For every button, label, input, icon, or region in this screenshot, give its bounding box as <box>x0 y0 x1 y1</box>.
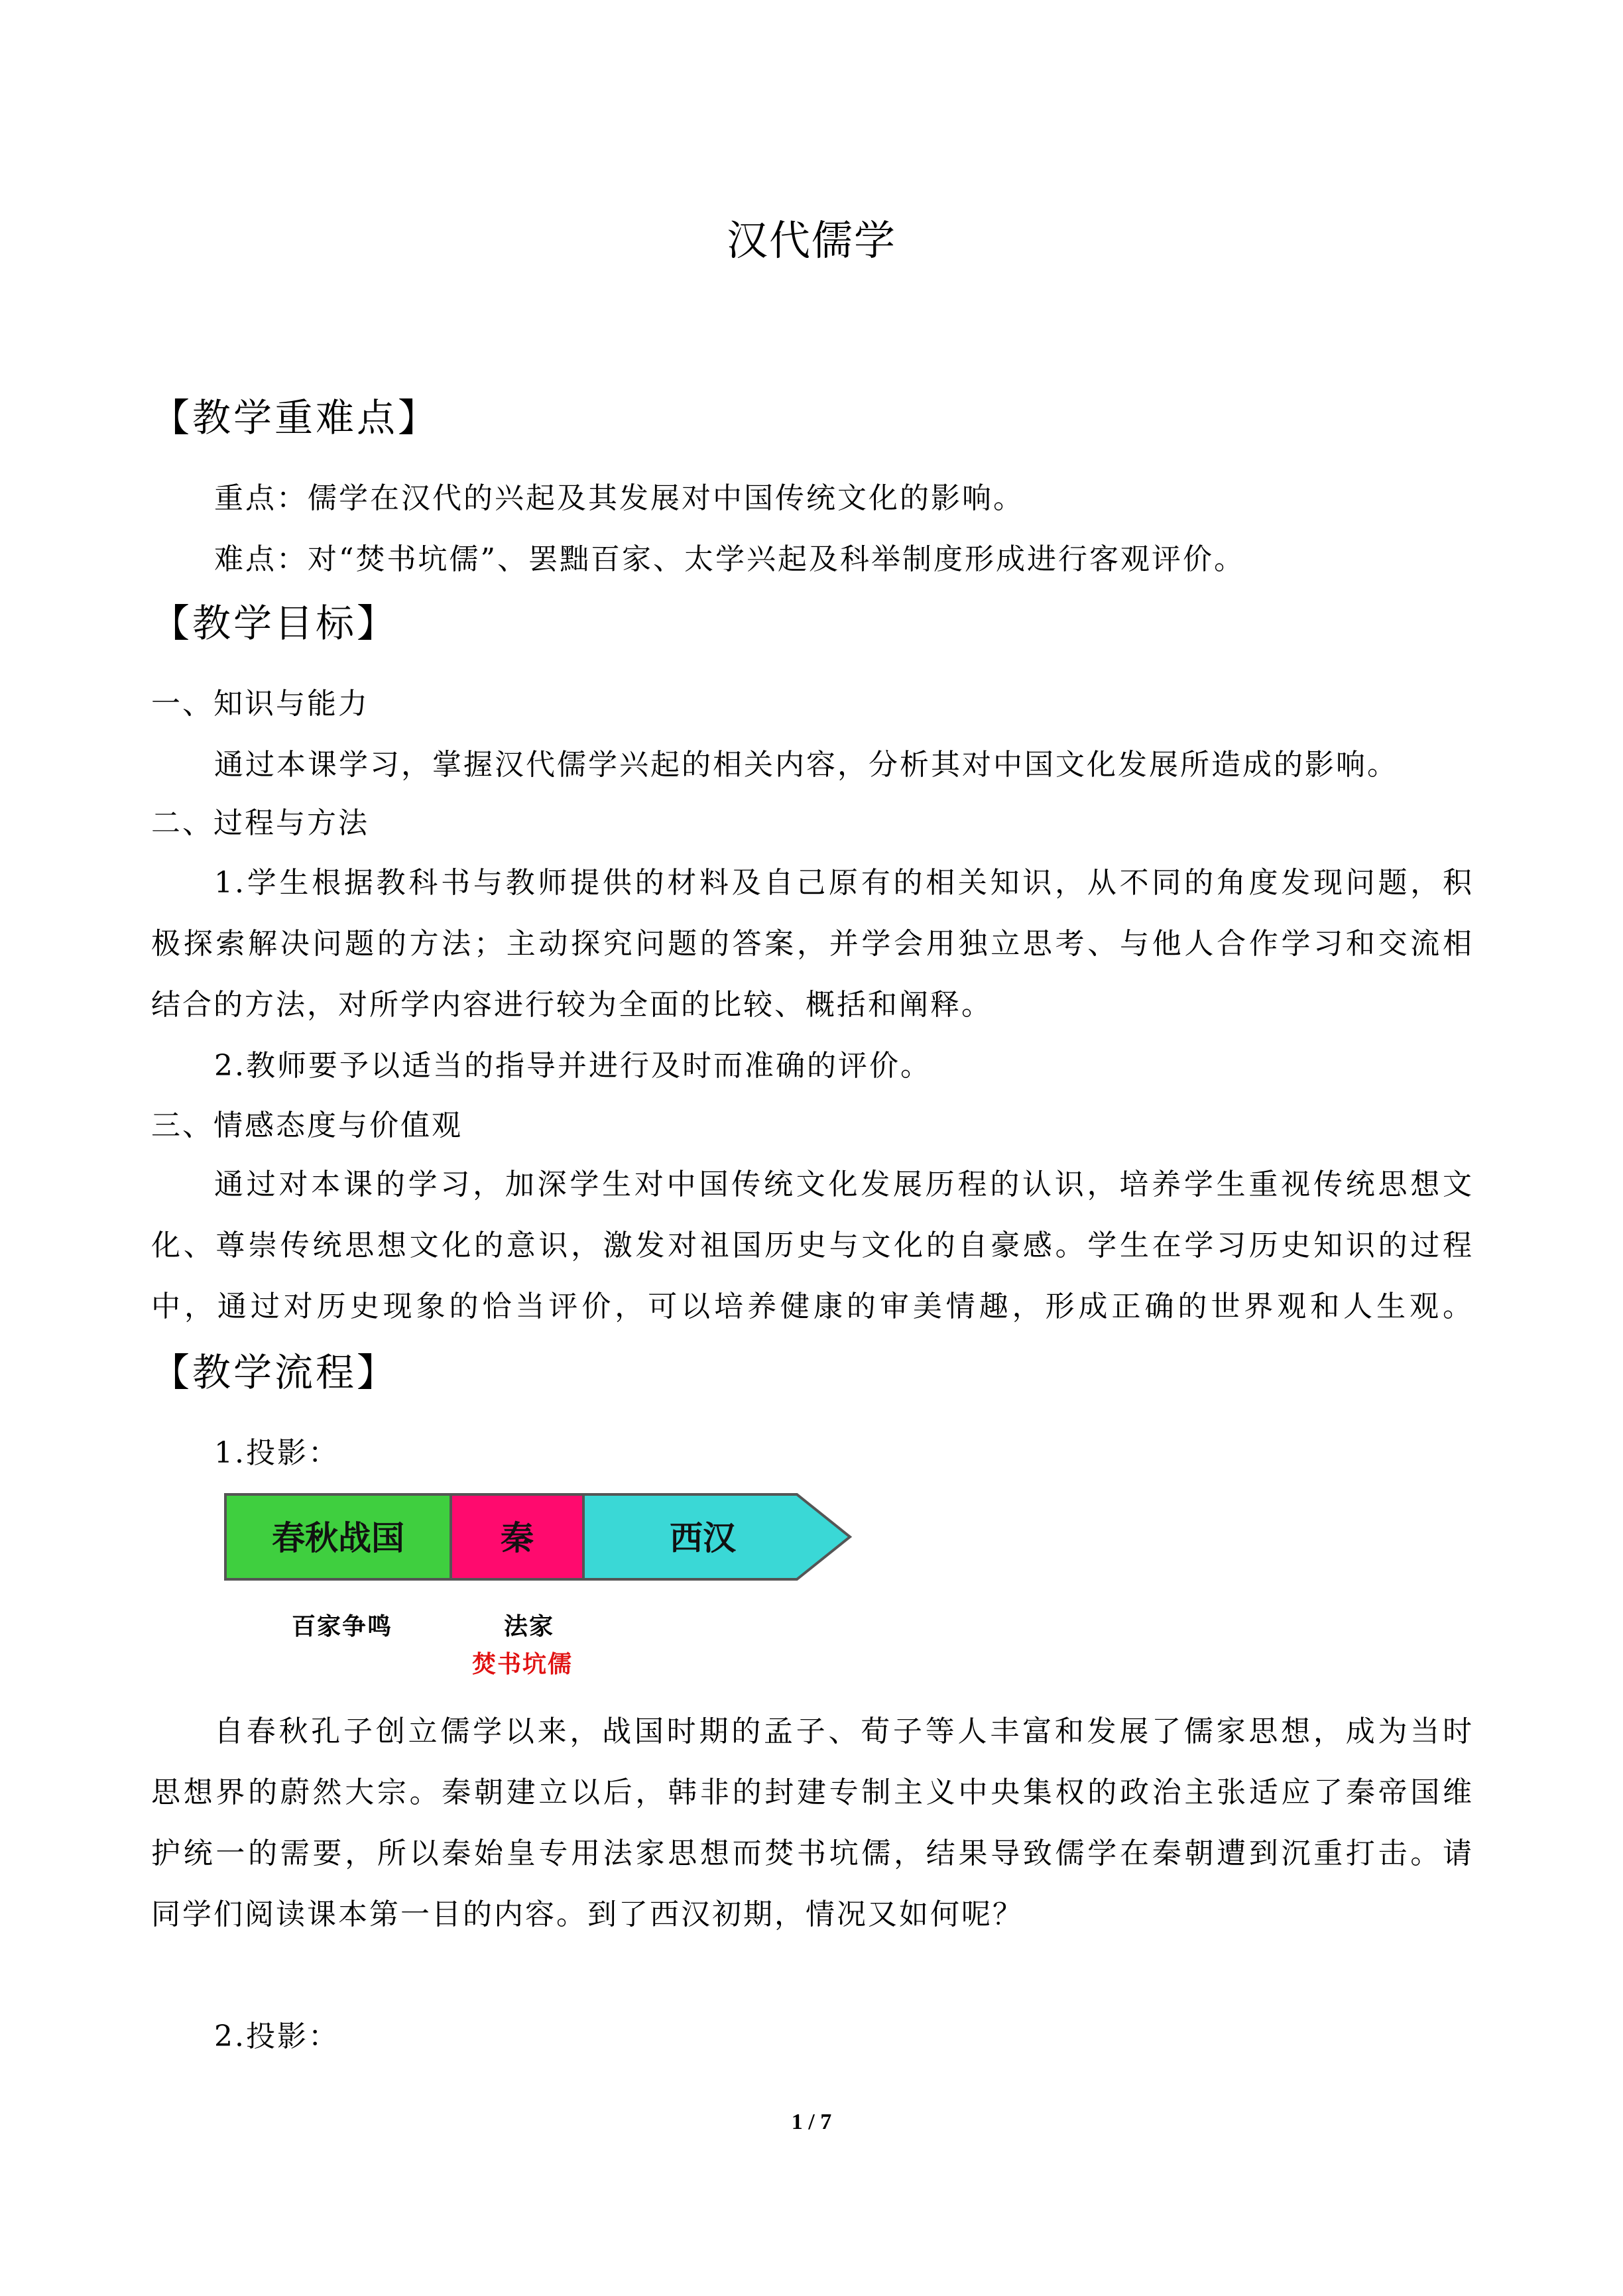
note-fajia: 法家 <box>504 1613 555 1640</box>
goal1-title: 一、知识与能力 <box>151 687 369 721</box>
heading-goals: 【教学目标】 <box>151 601 398 646</box>
note-fenshu-kengru: 焚书坑儒 <box>472 1651 573 1678</box>
segment-label-xihan: 西汉 <box>670 1519 736 1557</box>
goal3-line2: 化、尊崇传统思想文化的意识，激发对祖国历史与文化的自豪感。学生在学习历史知识的过程 <box>151 1229 1474 1262</box>
note-baijia-zhengming: 百家争鸣 <box>292 1613 393 1640</box>
page-number: 1 / 7 <box>791 2110 832 2134</box>
step1-label: 1.投影： <box>214 1436 339 1470</box>
para-line4: 同学们阅读课本第一目的内容。到了西汉初期，情况又如何呢？ <box>151 1898 1024 1931</box>
para-line2: 思想界的蔚然大宗。秦朝建立以后，韩非的封建专制主义中央集权的政治主张适应了秦帝国维 <box>151 1776 1474 1809</box>
heading-process: 【教学流程】 <box>151 1350 398 1395</box>
segment-qin <box>451 1494 583 1579</box>
para-line1: 自春秋孔子创立儒学以来，战国时期的孟子、荀子等人丰富和发展了儒家思想，成为当时 <box>214 1715 1474 1748</box>
goal3-line1: 通过对本课的学习，加深学生对中国传统文化发展历程的认识，培养学生重视传统思想文 <box>214 1168 1474 1201</box>
document-title: 汉代儒学 <box>726 216 896 265</box>
difficult-point-text: 难点：对“焚书坑儒”、罢黜百家、太学兴起及科举制度形成进行客观评价。 <box>214 542 1245 576</box>
step2-label: 2.投影： <box>214 2020 339 2053</box>
para-line3: 护统一的需要，所以秦始皇专用法家思想而焚书坑儒，结果导致儒学在秦朝遭到沉重打击。请 <box>151 1837 1474 1870</box>
goal1-text: 通过本课学习，掌握汉代儒学兴起的相关内容，分析其对中国文化发展所造成的影响。 <box>214 748 1398 782</box>
segment-xihan <box>583 1494 850 1579</box>
timeline-diagram <box>223 1492 853 1585</box>
key-point-text: 重点：儒学在汉代的兴起及其发展对中国传统文化的影响。 <box>214 481 1024 515</box>
segment-label-chunqiu-zhanguo: 春秋战国 <box>272 1519 404 1557</box>
goal2-title: 二、过程与方法 <box>151 806 369 840</box>
goal2-item1-line1: 1.学生根据教科书与教师提供的材料及自己原有的相关知识，从不同的角度发现问题，积 <box>214 866 1474 900</box>
segment-label-qin: 秦 <box>501 1519 534 1557</box>
goal2-item1-line2: 极探索解决问题的方法；主动探究问题的答案，并学会用独立思考、与他人合作学习和交流相 <box>151 927 1474 961</box>
goal3-line3: 中，通过对历史现象的恰当评价，可以培养健康的审美情趣，形成正确的世界观和人生观。 <box>151 1290 1474 1323</box>
heading-key-points: 【教学重难点】 <box>151 395 440 440</box>
goal2-item1-line3: 结合的方法，对所学内容进行较为全面的比较、概括和阐释。 <box>151 988 992 1022</box>
goal2-item2: 2.教师要予以适当的指导并进行及时而准确的评价。 <box>214 1049 932 1083</box>
segment-chunqiu-zhanguo <box>225 1494 451 1579</box>
goal3-title: 三、情感态度与价值观 <box>151 1109 463 1142</box>
